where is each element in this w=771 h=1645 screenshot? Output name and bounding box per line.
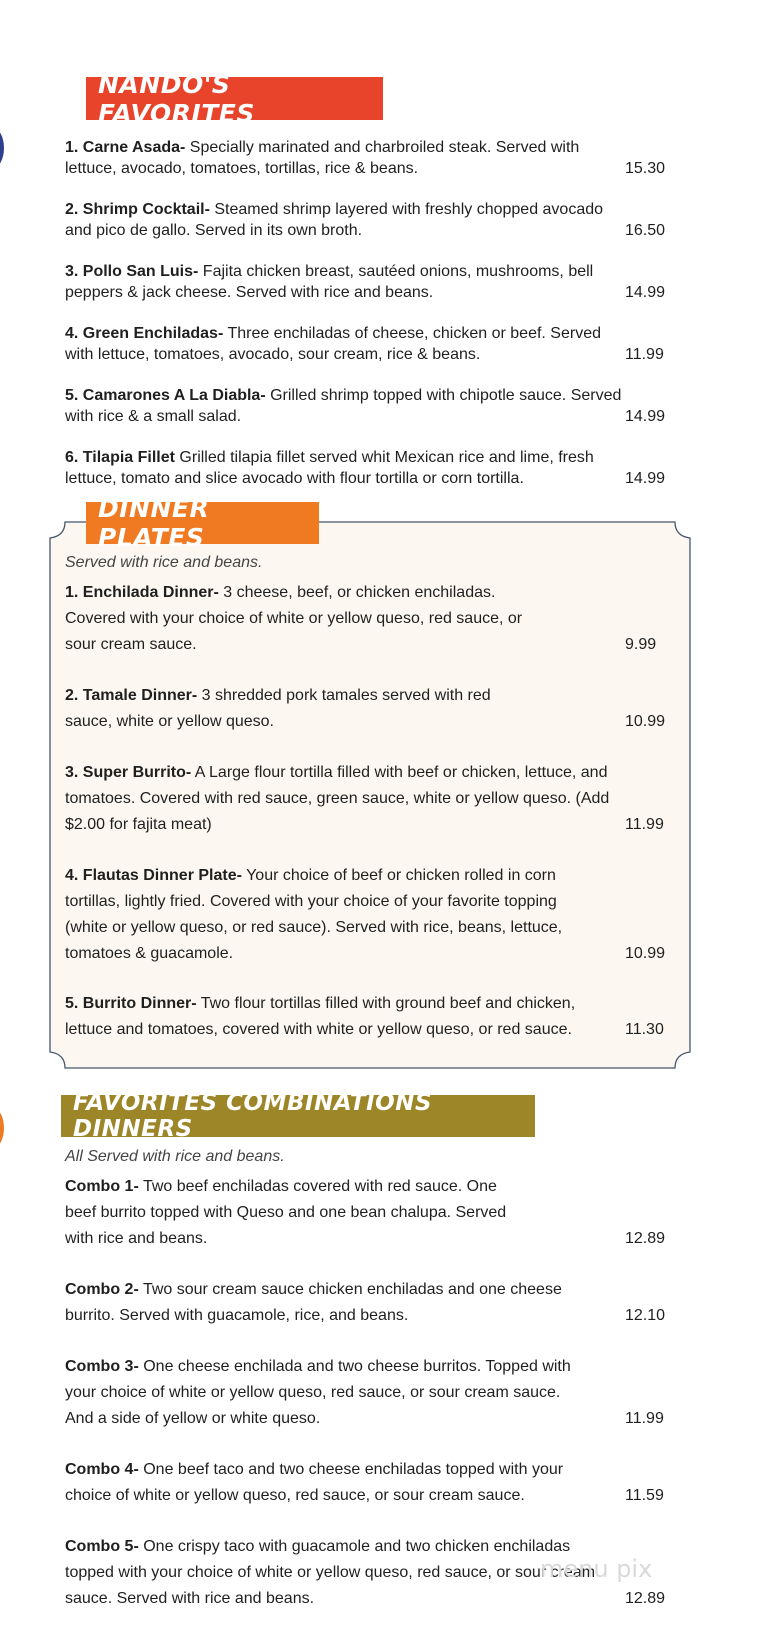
watermark: menu pix bbox=[540, 1555, 653, 1583]
menu-item: Combo 5- One crispy taco with guacamole and two chicken enchiladas topped with your choice of white or yellow queso, red sauce, or sour cream sauce. Served with rice and beans. 12.89 bbox=[65, 1534, 685, 1612]
combos-banner bbox=[61, 1090, 535, 1142]
item-price: 11.99 bbox=[625, 816, 664, 833]
menu-item: 2. Tamale Dinner- 3 shredded pork tamales served with red sauce, white or yellow queso. 10.99 bbox=[65, 683, 685, 735]
menu-item: 2. Shrimp Cocktail- Steamed shrimp layered with freshly chopped avocado and pico de gallo. Served in its own broth. 16.50 bbox=[65, 200, 685, 241]
item-price: 10.99 bbox=[625, 713, 666, 730]
item-price: 11.99 bbox=[625, 345, 664, 363]
menu-item: 1. Enchilada Dinner- 3 cheese, beef, or chicken enchiladas. Covered with your choice of white or yellow queso, red sauce, or sour cream sauce. 9.99 bbox=[65, 580, 685, 658]
item-price: 16.50 bbox=[625, 221, 666, 239]
menu-item: 5. Burrito Dinner- Two flour tortillas filled with ground beef and chicken, lettuce and tomatoes, covered with white or yellow queso, or red sauce. 11.30 bbox=[65, 991, 685, 1043]
menu-item: 3. Super Burrito- A Large flour tortilla filled with beef or chicken, lettuce, and tomatoes. Covered with red sauce, green sauce, white or yellow queso. (Add $2.00 for fajita meat) 11.99 bbox=[65, 760, 685, 838]
combos-title: FAVORITES COMBINATIONS DINNERS bbox=[73, 1090, 433, 1142]
dinner-note: Served with rice and beans. bbox=[65, 554, 263, 571]
item-price: 14.99 bbox=[625, 283, 666, 301]
item-price: 12.10 bbox=[625, 1307, 666, 1324]
item-price: 15.30 bbox=[625, 159, 666, 177]
item-price: 10.99 bbox=[625, 945, 666, 962]
item-price: 11.59 bbox=[625, 1487, 664, 1504]
item-price: 11.99 bbox=[625, 1410, 664, 1427]
menu-item: 5. Camarones A La Diabla- Grilled shrimp topped with chipotle sauce. Served with rice & a small salad. 14.99 bbox=[65, 386, 685, 427]
menu-item: Combo 3- One cheese enchilada and two cheese burritos. Topped with your choice of white or yellow queso, red sauce, or sour cream sauce. And a side of yellow or white queso. 11.99 bbox=[65, 1354, 685, 1432]
dinner-title: DINNER PLATES bbox=[98, 494, 210, 552]
item-price: 12.89 bbox=[625, 1230, 666, 1247]
menu-item: 1. Carne Asada- Specially marinated and charbroiled steak. Served with lettuce, avocado, tomatoes, tortillas, rice & beans. 15.30 bbox=[65, 138, 685, 179]
item-price: 11.30 bbox=[625, 1021, 664, 1038]
menu-item: 4. Flautas Dinner Plate- Your choice of beef or chicken rolled in corn tortillas, lightly fried. Covered with your choice of your favorite topping (white or yellow queso, or red sauce). Served with rice, beans, lettuce, tomatoes & guacamole. 10.99 bbox=[65, 863, 685, 967]
item-price: 12.89 bbox=[625, 1590, 666, 1607]
favorites-title: NANDO'S FAVORITES bbox=[98, 69, 255, 128]
item-price: 14.99 bbox=[625, 407, 666, 425]
menu-item: 6. Tilapia Fillet Grilled tilapia fillet served whit Mexican rice and lime, fresh lettuce, tomato and slice avocado with flour tortilla or corn tortilla. 14.99 bbox=[65, 448, 685, 489]
menu-item: Combo 4- One beef taco and two cheese enchiladas topped with your choice of white or yellow queso, red sauce, or sour cream sauce. 11.59 bbox=[65, 1457, 685, 1509]
menu-item: Combo 2- Two sour cream sauce chicken enchiladas and one cheese burrito. Served with guacamole, rice, and beans. 12.10 bbox=[65, 1277, 685, 1329]
combos-note: All Served with rice and beans. bbox=[65, 1148, 285, 1165]
decorative-circle-orange bbox=[0, 1108, 4, 1148]
menu-item: Combo 1- Two beef enchiladas covered with red sauce. One beef burrito topped with Queso and one bean chalupa. Served with rice and beans. 12.89 bbox=[65, 1174, 685, 1252]
item-price: 14.99 bbox=[625, 469, 666, 487]
menu-item: 4. Green Enchiladas- Three enchiladas of cheese, chicken or beef. Served with lettuce, tomatoes, avocado, sour cream, rice & beans. 11.99 bbox=[65, 324, 685, 365]
menu-item: 3. Pollo San Luis- Fajita chicken breast, sautéed onions, mushrooms, bell peppers & jack cheese. Served with rice and beans. 14.99 bbox=[65, 262, 685, 303]
item-price: 9.99 bbox=[625, 636, 657, 653]
dinner-banner bbox=[86, 494, 319, 552]
